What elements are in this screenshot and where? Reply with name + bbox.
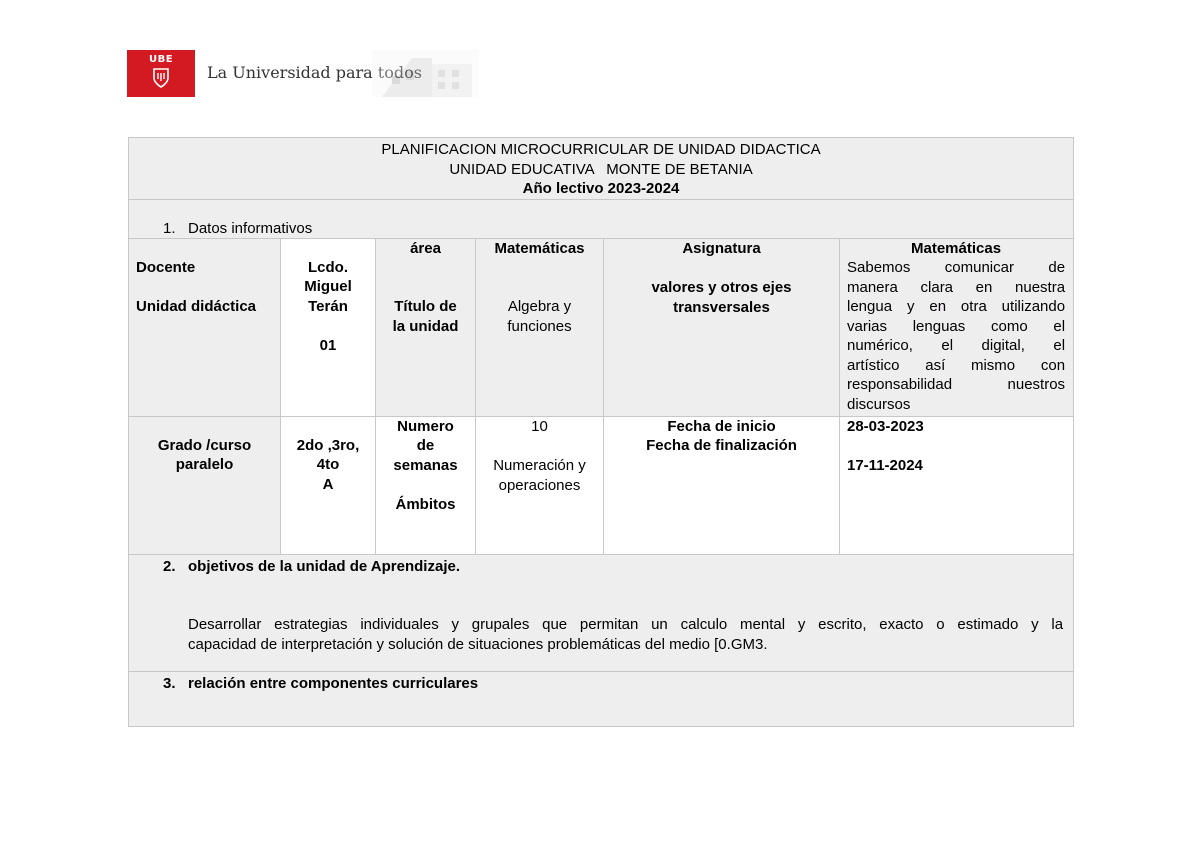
unit-title-line2: funciones bbox=[507, 317, 572, 335]
ambito-value-line2: operaciones bbox=[498, 476, 581, 494]
unit-number: 01 bbox=[319, 337, 337, 354]
end-date: 17-11-2024 bbox=[847, 457, 923, 474]
semanas-label-line2: de bbox=[416, 437, 435, 454]
docente-label: Docente bbox=[136, 258, 196, 276]
logo-text: UBE bbox=[148, 54, 174, 65]
teacher-name-line2: Miguel bbox=[304, 278, 352, 295]
section3-title: relación entre componentes curriculares bbox=[188, 674, 479, 692]
objective-text-line2: capacidad de interpretación y solución de situaciones problemáticas del medio [0.GM3. bbox=[188, 635, 768, 653]
school-name: UNIDAD EDUCATIVA MONTE DE BETANIA bbox=[449, 160, 753, 178]
weeks-value: 10 bbox=[531, 417, 548, 435]
planning-table bbox=[128, 137, 1074, 727]
ambito-value-line1: Numeración y bbox=[493, 457, 586, 474]
section1-number: 1. bbox=[163, 219, 176, 237]
values-text-line: manera clara en nuestra bbox=[847, 278, 1066, 296]
start-date: 28-03-2023 bbox=[847, 417, 924, 435]
area-value: Matemáticas bbox=[494, 239, 585, 257]
unidad-label: Unidad didáctica bbox=[136, 298, 257, 315]
university-header bbox=[127, 50, 479, 97]
valores-label-line2: transversales bbox=[673, 298, 770, 316]
area-label: área bbox=[410, 239, 441, 257]
unit-title-line1: Algebra y bbox=[507, 298, 572, 315]
section2-row bbox=[129, 554, 1074, 671]
university-tagline: La Universidad para todos bbox=[207, 63, 422, 82]
subject-value: Matemáticas bbox=[911, 239, 1002, 257]
values-text-line: Sabemos comunicar de bbox=[847, 259, 1066, 276]
semanas-label-line1: Numero bbox=[397, 417, 454, 435]
teacher-name-line1: Lcdo. bbox=[308, 258, 348, 276]
grade-value-line2: 4to bbox=[316, 456, 340, 473]
values-text-line: varias lenguas como el bbox=[847, 317, 1066, 335]
section3-row bbox=[129, 671, 1074, 726]
section1-row bbox=[129, 199, 1074, 238]
section2-number: 2. bbox=[163, 557, 176, 575]
values-text-line: responsabilidad nuestros bbox=[847, 376, 1066, 393]
objective-text-line1: Desarrollar estrategias individuales y grupales que permitan un calculo mental y escrito, exacto o estimado y la bbox=[188, 616, 1064, 633]
values-text-line: numérico, el digital, el bbox=[847, 337, 1066, 354]
section3-number: 3. bbox=[163, 674, 176, 692]
values-text-line: artístico así mismo con bbox=[847, 356, 1066, 374]
info-row-2 bbox=[129, 416, 1074, 554]
ube-logo bbox=[127, 50, 195, 97]
fecha-fin-label: Fecha de finalización bbox=[646, 437, 797, 454]
school-year: Año lectivo 2023-2024 bbox=[522, 180, 680, 197]
shield-icon bbox=[153, 68, 169, 88]
section1-title: Datos informativos bbox=[188, 219, 313, 237]
grado-label-line2: paralelo bbox=[175, 456, 234, 473]
valores-label-line1: valores y otros ejes bbox=[651, 279, 792, 296]
values-text-line: lengua y en otra utilizando bbox=[847, 298, 1066, 315]
info-row-1 bbox=[129, 238, 1074, 416]
teacher-name-line3: Terán bbox=[308, 297, 348, 315]
ambitos-label: Ámbitos bbox=[395, 496, 456, 513]
title-row bbox=[129, 138, 1074, 200]
semanas-label-line3: semanas bbox=[393, 456, 458, 474]
grade-value-line1: 2do ,3ro, bbox=[296, 436, 360, 454]
building-graphic bbox=[372, 50, 479, 97]
grade-value-line3: A bbox=[322, 475, 334, 493]
document-title: PLANIFICACION MICROCURRICULAR DE UNIDAD DIDACTICA bbox=[381, 141, 821, 158]
asignatura-label: Asignatura bbox=[682, 239, 761, 257]
section2-title: objetivos de la unidad de Aprendizaje. bbox=[188, 557, 460, 575]
values-text-line: discursos bbox=[847, 395, 911, 413]
grado-label-line1: Grado /curso bbox=[157, 436, 252, 454]
titulo-label-line1: Título de bbox=[394, 298, 457, 315]
titulo-label-line2: la unidad bbox=[392, 317, 459, 335]
fecha-inicio-label: Fecha de inicio bbox=[667, 417, 776, 435]
